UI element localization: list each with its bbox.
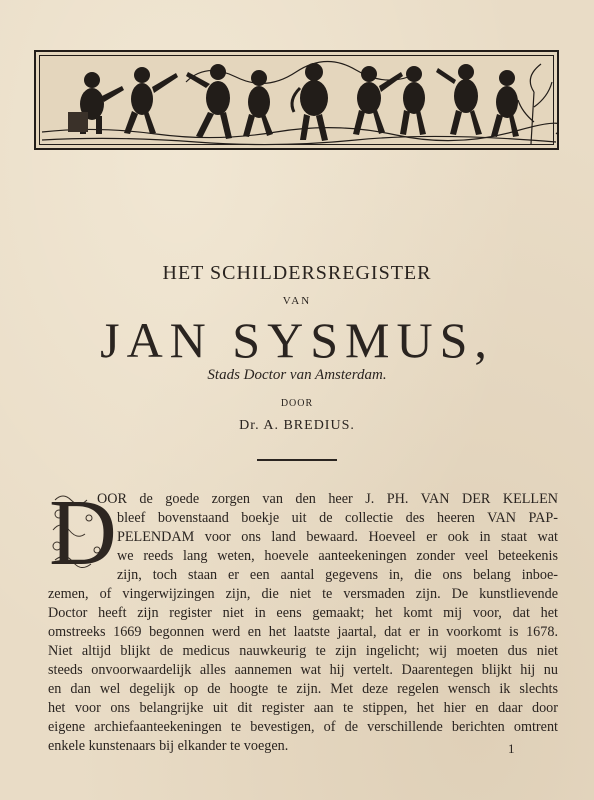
body-line-14: enkele kunstenaars bij elkander te voegen. xyxy=(48,738,289,754)
body-line-3: PELENDAM voor ons land bewaard. Hoeveel er ook in staat wat xyxy=(117,529,558,545)
author-name: Dr. A. BREDIUS. xyxy=(239,418,355,433)
dropcap-letter: D xyxy=(49,481,117,585)
body-line-10: steeds onvoorwaardelijk alles aannemen wat hij vertelt. Daarentegen blijkt hij nu xyxy=(48,662,558,678)
body-line-12: het voor ons belangrijke uit dit register aan te stippen, het hier en daar door xyxy=(48,700,558,716)
byline-door: DOOR xyxy=(280,398,314,409)
title-van: VAN xyxy=(282,295,312,307)
divider-rule xyxy=(257,459,337,461)
page-number: 1 xyxy=(508,741,515,756)
body-line-6: zemen, of vingerwijzingen zijn, die niet te versmaden zijn. De kunstlievende xyxy=(48,586,558,602)
body-line-2: bleef bovenstaand boekje uit de collectie des heeren VAN PAP- xyxy=(117,510,558,526)
engraved-frieze-illustration xyxy=(34,50,559,150)
title-line-2: JAN SYSMUS, xyxy=(100,312,494,368)
body-line-7: Doctor heeft zijn register niet in eens gemaakt; het komt mij voor, dat het xyxy=(48,605,558,621)
body-line-5: zijn, toch staan er een aantal gegevens in, die ons belang inboe- xyxy=(117,567,558,583)
body-line-13: eigene archiefaanteekeningen te bevestigen, of de verschillende berichten omtrent xyxy=(48,719,558,735)
body-line-9: Niet altijd blijkt de medicus nauwkeurig te zijn ingelicht; wij moeten dus niet xyxy=(48,643,558,659)
body-line-8: omstreeks 1669 begonnen werd en het laatste jaartal, dat er in voorkomt is 1678. xyxy=(48,624,558,640)
body-line-1: OOR de goede zorgen van den heer J. PH. VAN DER KELLEN xyxy=(97,491,558,507)
title-line-1: HET SCHILDERSREGISTER xyxy=(162,262,432,284)
body-line-11: en dan wel degelijk op de hoogte te zijn. Met deze regelen wensch ik slechts xyxy=(48,681,558,697)
subtitle: Stads Doctor van Amsterdam. xyxy=(207,367,387,383)
body-line-4: we reeds lang weten, hoevele aanteekeningen zonder veel beteekenis xyxy=(117,548,558,564)
